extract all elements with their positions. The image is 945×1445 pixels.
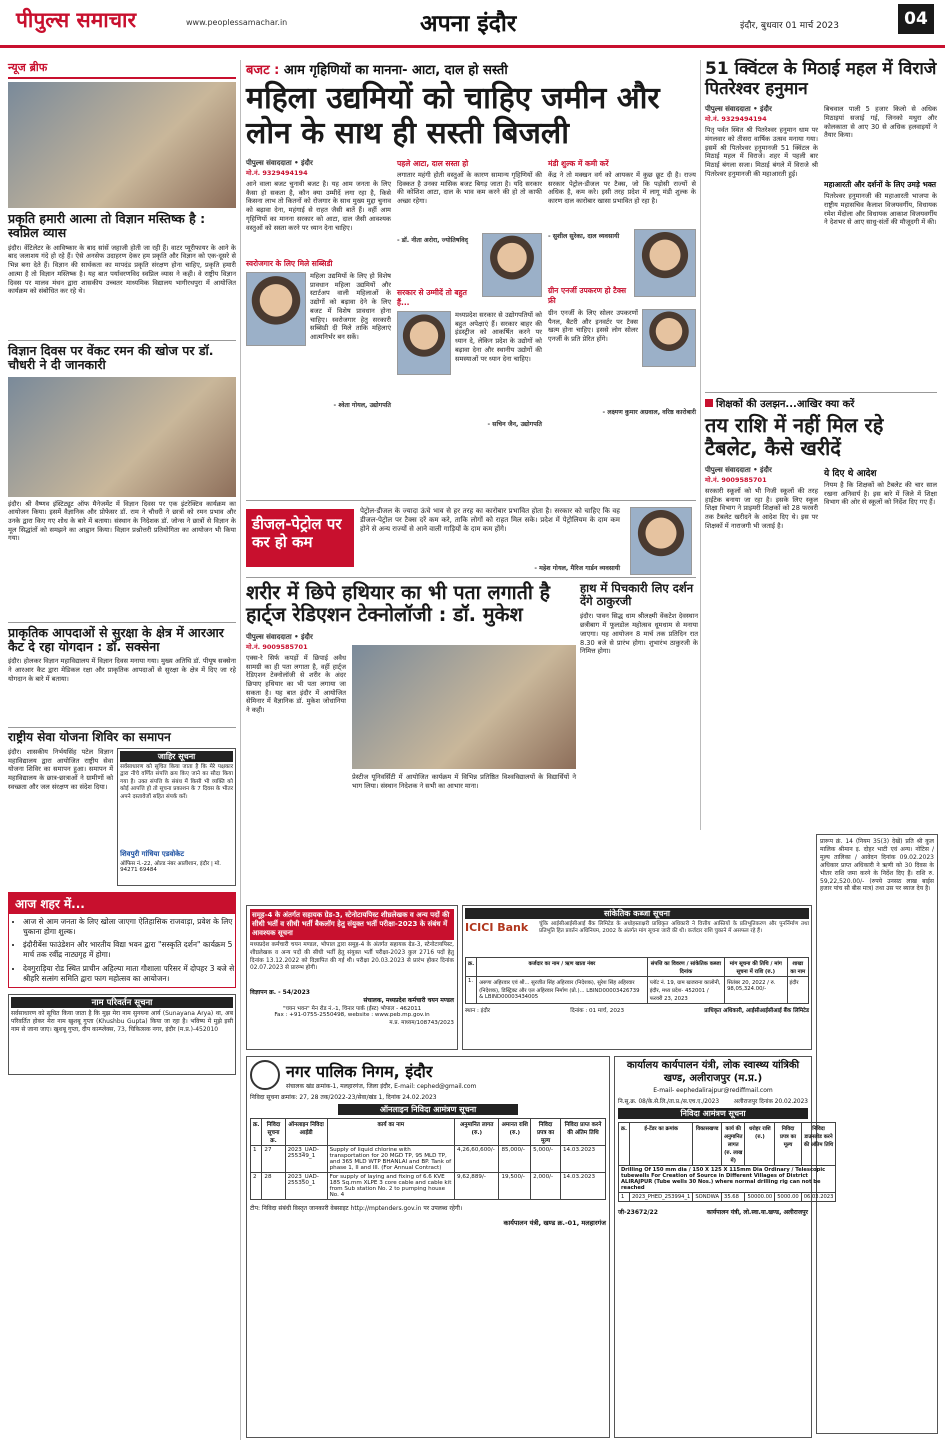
brief-story2-body: इंदौर। श्री वैष्णव इंस्टिट्यूट ऑफ मैनेजमेंट में विज्ञान दिवस पर एक इंटरेक्टिव कार्यक्रम का आयोजन किया। इसमें वैज्ञानिक और प्रोफेसर डॉ. राम ने चौधरी ने छात्रों को रमन प्रभाव और उनके द्वारा किए गए शोध के बारे में बताया। संस्थान के निदेशक डॉ. जोन्स ने छात्रों से विज्ञान के मूल सिद्धांतों को समझने का आह्वान किया। विज्ञान प्रश्नोत्तरी प्रतियोगिता का आयोजन भी किया गया।	[8, 499, 236, 543]
nagar-cell: 27	[262, 1146, 285, 1173]
thakurji-body: इंदौर। पावन सिद्ध धाम श्रीलक्ष्मी वेंकटेश देवस्थान छत्रीबाग में फूलडोल महोत्सव धूमधाम से मनाया जाएगा। यह आयोजन 8 मार्च तक प्रतिदिन रात 8.30 बजे से प्रारंभ होगा। शुभारंभ ठाकुरजी के निमित्त होगा।	[580, 612, 698, 656]
table-row	[619, 1193, 836, 1202]
main-sub3-body: मध्यप्रदेश सरकार से उद्योगपतियों को बहुत अपेक्षाएं हैं। सरकार बाहर की इंडस्ट्रीज को आकर्षित करने पर ध्यान दे, लेकिन प्रदेश के उद्योगों को बढ़ावा देना और स्थानीय उद्योगों की समस्याओं पर ध्यान देना चाहिए।	[455, 311, 542, 363]
mithai-body: पितृ पर्वत स्थित श्री पितरेश्वर हनुमान धाम पर मंगलवार को तीसरा वार्षिक उत्सव मनाया गया। इसमें श्री पितरेश्वर हनुमानजी 51 क्विंटल के मिठाई महल में विराजे। शहर में पहली बार मिठाई बंगला सजा। मिठाई बंगले में विराजे श्री पितरेश्वर हनुमानजी की महाआरती हुई।	[705, 126, 818, 178]
column-divider	[700, 60, 701, 830]
nagar-cell: 85,000/-	[499, 1146, 531, 1173]
mithai-mobile: मो.नं. 9329494194	[705, 115, 767, 124]
nagar-cell: 2023_UAD-255350_1	[285, 1173, 327, 1200]
tablet-kicker	[705, 396, 937, 410]
icici-col: मांग सूचना की तिथि / मांग सूचना में राशि (रु.)	[725, 958, 787, 977]
main-headline: महिला उद्यमियों को चाहिए जमीन और लोन के साथ ही सस्ती बिजली	[246, 81, 660, 151]
nagar-tag: ऑनलाइन निविदा आमंत्रण सूचना	[338, 1104, 518, 1115]
nagar-col: अनुमानित लागत (रु.)	[455, 1119, 499, 1146]
nagar-cell: 14.03.2023	[560, 1173, 605, 1200]
tablet-body: सरकारी स्कूलों को भी निजी स्कूलों की तरह हाईटेक बनाया जा रहा है। इसके लिए स्कूल शिक्षा विभाग ने प्राइमरी शिक्षकों को 28 फरवरी तक टैबलेट खरीदने के आदेश दिए थे। इस पर शिक्षकों में नाराजगी भी जताई है।	[705, 487, 818, 530]
mithai-sub-body: पितरेश्वर हनुमानजी की महाआरती भाजपा के राष्ट्रीय महासचिव कैलाश विजयवर्गीय, विधायक रमेश मेंदोला और विधायक आकाश विजयवर्गीय ने देशभर से आए साधु-संतों की मौजूदगी में की।	[824, 192, 937, 227]
thakurji-story	[580, 582, 698, 900]
paper-url[interactable]: www.peoplessamachar.in	[186, 18, 288, 27]
table-row	[251, 1146, 606, 1173]
main-quote2: - डॉ. नीता अरोरा, ज्योतिषविद्	[397, 237, 468, 244]
nagar-cell: 4,26,60,600/-	[455, 1146, 499, 1173]
tablet-sub: ये दिए थे आदेश	[824, 469, 877, 479]
tablet-story	[705, 392, 937, 832]
phed-date: अलीराजपुर दिनांक 20.02.2023	[733, 1099, 808, 1105]
phed-code: जी-23672/22	[618, 1209, 658, 1216]
emblem-icon	[250, 1060, 280, 1090]
brief-photo-science-day	[8, 377, 236, 497]
nagar-cell: 1	[251, 1146, 262, 1173]
phed-ref: नि.सू.क्र. 08/के.से.लि./ता.प्र./स.एच.ए./2023	[618, 1099, 720, 1105]
phed-col: निविदा प्रपत्र का मूल्य	[775, 1123, 801, 1166]
portrait-sushil-sureka	[634, 229, 696, 297]
nagar-cell: Supply of liquid chlorine with transportation for 20 MGD TP, 95 MLD TP, and 365 MLD WTP BHANLAI and BP. Tank of phase 1, II and III. (For Annual Contract)	[327, 1146, 454, 1173]
brief-story3-body: इंदौर। होलकर विज्ञान महाविद्यालय में विज्ञान दिवस मनाया गया। मुख्य अतिथि डॉ. पीयूष सक्सेना ने आरआर कैट द्वारा मेडिकल रक्षा और प्राकृतिक आपदाओं से सुरक्षा के क्षेत्र में दिए जा रहे योगदान के बारे में बताया।	[8, 657, 236, 683]
nagar-cell: 28	[262, 1173, 285, 1200]
nagar-cell: 9,62,889/-	[455, 1173, 499, 1200]
heart-headline: शरीर में छिपे हथियार का भी पता लगाती है हार्ट्ज रेडिएशन टेक्नोलॉजी : डॉ. मुकेश	[246, 581, 551, 627]
phed-title: कार्यालय कार्यपालन यंत्री, लोक स्वास्थ्य यांत्रिकी खण्ड, अलीराजपुर (म.प्र.)	[626, 1060, 800, 1084]
diesel-title: डीजल-पेट्रोल पर कर हो कम	[246, 509, 354, 567]
recruit-address: "चयन भवन" मेन रोड नं.-1, चिनार पार्क (ईस्ट) भोपाल - 462011	[282, 1006, 422, 1013]
icici-body: चूंकि आईसीआईसीआई बैंक लिमिटेड के अधोहस्ताक्षरी प्राधिकृत अधिकारी ने वित्तीय आस्तियों के प्रतिभूतिकरण और पुनर्निर्माण तथा प्रतिभूति हित प्रवर्तन अधिनियम, 2002 के अंतर्गत मांग सूचना जारी की थी। कर्जदार राशि चुकाने में असफल रहे हैं।	[539, 921, 809, 935]
nagar-title: नगर पालिक निगम, इंदौर	[286, 1062, 433, 1081]
tablet-headline: तय राशि में नहीं मिल रहे टैबलेट, कैसे खरीदें	[705, 413, 884, 460]
tablet-byline: पीपुल्स संवाददाता • इंदौर	[705, 466, 772, 474]
nagar-cell: 2023_UAD-255349_1	[285, 1146, 327, 1173]
recruit-sign: संचालक, मध्यप्रदेश कर्मचारी चयन मण्डल	[363, 997, 454, 1005]
tablet-kicker-square	[705, 399, 713, 407]
portrait-mahesh-goyal	[630, 507, 692, 575]
main-quote3: - सचिन जैन, उद्योगपति	[487, 421, 542, 428]
nagar-col: क्र.	[251, 1119, 262, 1146]
tablet-kicker-text: शिक्षकों की उलझन...आखिर क्या करें	[716, 399, 855, 410]
phed-col: निविदा डाउनलोड करने की अंतिम तिथि	[801, 1123, 836, 1166]
diesel-quote: - महेश गोयल, मैरिज गार्डन व्यवसायी	[534, 565, 620, 572]
phed-col: धरोहर राशि (रु.)	[745, 1123, 775, 1166]
main-sub4: मंडी शुल्क में कमी करें	[548, 159, 609, 168]
main-quote5: - लक्ष्मण कुमार अग्रवाल, वरिष्ठ कारोबारी	[602, 409, 696, 416]
recruit-fax: Fax : +91-0755-2550498, website : www.peb.mp.gov.in	[274, 1012, 430, 1019]
nagar-subtitle: संचालक खंड क्रमांक-1, मलहारगंज, जिला इंदौर, E-mail: cephed@gmail.com	[286, 1083, 477, 1090]
brief-photo-students	[8, 82, 236, 208]
phed-cell: 06.03.2023	[801, 1193, 836, 1202]
phed-cell: 1	[619, 1193, 630, 1202]
icici-logo: ICICI Bank	[465, 921, 529, 934]
portrait-shweta-goyal	[246, 272, 306, 346]
nagar-cell: 19,500/-	[499, 1173, 531, 1200]
mithai-story	[705, 60, 937, 390]
main-sub4-body: केंद्र ने तो मक्खन वर्ग को आयकर में कुछ छूट दी है। राज्य सरकार पेट्रोल-डीजल पर टैक्स, जो कि पड़ोसी राज्यों से अधिक है, कम करे। इसी तरह प्रदेश में लागू मंडी शुल्क के कारण दाल कारोबार खासा प्रभावित हो रहा है।	[548, 171, 696, 206]
dateline: इंदौर, बुधवार 01 मार्च 2023	[740, 21, 839, 31]
icici-title: सांकेतिक कब्जा सूचना	[465, 908, 809, 919]
phed-col: क्र.	[619, 1123, 630, 1166]
jahir-notice-body: सर्वसाधारण को सूचित किया जाता है कि मेरे पक्षकार द्वारा नीचे वर्णित संपत्ति क्रय किए जाने का सौदा किया गया है। उक्त संपत्ति के संबंध में किसी भी व्यक्ति को कोई आपत्ति हो तो सूचना प्रकाशन के 7 दिवस के भीतर अपने दस्तावेजों सहित संपर्क करें।	[120, 764, 233, 800]
icici-cell: 1.	[466, 977, 477, 1004]
page-number: 04	[898, 4, 934, 34]
heart-body2: प्रेस्टीज यूनिवर्सिटी में आयोजित कार्यक्रम में विभिन्न प्रतिष्ठित विश्वविद्यालयों के विद्यार्थियों ने भाग लिया। संस्थान निदेशक ने सभी का आभार माना।	[352, 772, 576, 790]
phed-cell: 5000.00	[775, 1193, 801, 1202]
nagar-col: ऑनलाइन निविदा आईडी	[285, 1119, 327, 1146]
portrait-sachin-jain	[397, 311, 451, 375]
paper-logo: पीपुल्स समाचार	[16, 8, 137, 32]
nagar-col: अमानत राशि (रु.)	[499, 1119, 531, 1146]
main-sub5-body: ग्रीन एनर्जी के लिए सोलर उपकरणों पैनल, बैटरी और इनवर्टर पर टैक्स खत्म होना चाहिए। इससे लोग सोलर एनर्जी के प्रति प्रेरित होंगे।	[548, 309, 638, 344]
diesel-petrol-box	[246, 500, 696, 578]
nagar-sign: कार्यपालन यंत्री, खण्ड क्र.-01, मलहारगंज	[503, 1219, 606, 1227]
table-row	[251, 1173, 606, 1200]
today-item: • इंदौरीबेंस फाउंडेशन और भारतीय विद्या भवन द्वारा "सस्कृति दर्शन" कार्यक्रम 5 मार्च तक रवींद्र नाट्यगृह में होगा।	[23, 940, 235, 960]
brief-story1-body: इंदौर। वेंटिलेटर के आविष्कार के बाद सांसें जहाजी होती जा रही हैं। वाटर प्यूरीफायर के आने के बाद जलाशय गंदे हो रहे हैं। ऐसे अनसेफ उदाहरण देकर हम प्रकृति और विज्ञान को एक-दूसरे से भिन्न बना देते हैं। विज्ञान की सार्थकता का मापदंड प्रकृति संरक्षण होना चाहिए, प्रकृति हमारी आत्मा है तो विज्ञान मस्तिष्क है। यह बात पर्यावरणविद स्वप्निल व्यास ने कही। वे राष्ट्रीय विज्ञान दिवस पर मालव मंथन द्वारा शासकीय उच्चतर माध्यमिक विद्यालय भागीरथपुरा में आयोजित कार्यक्रम को संबोधित कर रहे थे।	[8, 243, 236, 296]
brief-story2-headline: विज्ञान दिवस पर वेंकट रमन की खोज पर डॉ. चौधरी ने दी जानकारी	[8, 340, 236, 373]
heart-body: एक्स-रे सिर्फ कपड़ों में छिपाई अवैध सामग्री का ही पता लगाता है, वहीं हार्ट्ज रेडिएशन टेक्नोलॉजी से शरीर के अंदर छिपाए हथियार का भी पता लगाया जा सकता है। यह बात इंदौर में आयोजित सेमिनार में वैज्ञानिक डॉ. मुकेश जोधानिया ने कही।	[246, 653, 346, 715]
main-sub1: स्वरोजगार के लिए मिले सब्सिडी	[246, 259, 333, 268]
main-mobile: मो.नं. 9329494194	[246, 169, 308, 177]
heart-story	[246, 582, 576, 902]
main-sub2: पहले आटा, दाल सस्ता हो	[397, 159, 469, 168]
section-title: अपना इंदौर	[420, 11, 517, 37]
brief-story3-headline: प्राकृतिक आपदाओं से सुरक्षा के क्षेत्र में आरआर कैट दे रहा योगदान : डॉ. सक्सेना	[8, 622, 236, 655]
mithai-byline: पीपुल्स संवाददाता • इंदौर	[705, 105, 772, 114]
nagar-cell: For supply of laying and fixing of 6.6 KVE 185 Sq.mm XLPE 3 core cable and cable kit from Sub station No. 2 to pumping house No. 4	[327, 1173, 454, 1200]
main-sub1-body: महिला उद्यमियों के लिए हो विशेष प्रावधान महिला उद्यमियों और स्टार्टअप वाली महिलाओं के उद्योगों को बढ़ावा देने के लिए बजट में विशेष प्रावधान होना चाहिए। स्वरोजगार हेतु सरकारी सब्सिडी दी मिले ताकि महिलाएं आत्मनिर्भर बन सकें।	[310, 272, 391, 341]
phed-col: कार्य की अनुमानित लागत (रु. लाख में)	[722, 1123, 745, 1166]
legal-body: प्रारूप क्रं. 14 (नियम 35(3) देखें) प्रति श्री कुल मालिक श्रीमान इ. दोहर भाटी एवं अन्य। नोटिस / मूल्य तालिका / आवेदन दिनांक 09.02.2023 अधिकार प्राप्त अधिकारी ने ऋणी को 30 दिवस के भीतर राशि जमा करने के निर्देश दिए हैं। राशि रु. 59,22,520.00/- (रुपये उनसठ लाख बाईस हजार पांच सौ बीस मात्र) तथा उस पर ब्याज देय है।	[820, 838, 934, 893]
brief-story4-headline: राष्ट्रीय सेवा योजना शिविर का समापन	[8, 727, 236, 745]
nagar-col: निविदा प्रपत्र का मूल्य	[531, 1119, 561, 1146]
main-body: आने वाला बजट चुनावी बजट है। यह आम जनता के लिए कैसा हो सकता है, कौन क्या उम्मीदें लगा रहा है, किसे किसना लाभ तो कितनों को रोजगार के साथ मुख्य मुद्दा चुनाव को बढ़ावा देना, महंगाई से राहत जैसी बातें हैं। वहीं आम गृहिणियों का मानना सरकार को आटा, दाल जैसी आवश्यक वस्तुओं को सस्ता करने पर ध्यान देना चाहिए।	[246, 180, 391, 232]
icici-col: कर्जदार का नाम / ऋण खाता नंबर	[477, 958, 648, 977]
nagar-col: निविदा सूचना क्र.	[262, 1119, 285, 1146]
nagar-cell: 2,000/-	[531, 1173, 561, 1200]
main-kicker	[246, 60, 696, 78]
heart-mobile: मो.नं. 9009585701	[246, 642, 308, 651]
name-change-body: सर्वसाधारण को सूचित किया जाता है कि मुझ मेरा नाम सुनयना आर्य (Sunayana Arya) था, अब परिवर्तित होकर मेरा नाम खुशबू गुप्ता (Khushbu Gupta) किया जा रहा है। भविष्य में मुझे इसी नाम से जाना जाए। खुशबू गुप्ता, दीप काम्प्लेक्स, 73, चिकित्सक नगर, इंदौर (म.प्र.)-452010	[11, 1009, 233, 1033]
phed-col: ई-टेंडर का क्रमांक	[629, 1123, 692, 1166]
nagar-col: कार्य का नाम	[327, 1119, 454, 1146]
mithai-headline: 51 क्विंटल के मिठाई महल में विराजे पितरेश्वर हनुमान	[705, 59, 937, 99]
icici-col: संपत्ति का विवरण / सांकेतिक कब्जा दिनांक	[647, 958, 724, 977]
phed-email: E-mail- eephedalirajpur@rediffmail.com	[653, 1087, 773, 1094]
jahir-address: ऑफिस नं.-22, ओल्ड नंबर आलीशान, इंदौर | मो. 94271 69484	[120, 861, 222, 874]
phed-sign: कार्यपालन यंत्री, लो.स्वा.या.खण्ड, अलीराजपुर	[706, 1209, 808, 1216]
nagar-table	[250, 1118, 606, 1200]
phed-tender	[614, 1056, 834, 1438]
news-brief-column	[8, 60, 236, 1440]
heart-byline: पीपुल्स संवाददाता • इंदौर	[246, 632, 313, 641]
diesel-body: पेट्रोल-डीजल के ज्यादा ऊंचे भाव से हर तरह का कारोबार प्रभावित होता है। सरकार को चाहिए कि वह डीजल-पेट्रोल पर टैक्स दरें कम करे, ताकि लोगों को राहत मिल सके। प्रदेश में पेट्रोलियम के दाम कम होने से अन्य राज्यों से आने वाली गाड़ियों के दाम कम होंगे।	[360, 507, 620, 534]
main-byline: पीपुल्स संवाददाता • इंदौर	[246, 159, 313, 167]
jahir-notice-title: जाहिर सूचना	[120, 751, 233, 762]
icici-table	[465, 957, 809, 1004]
brief-label: न्यूज ब्रीफ	[8, 60, 236, 79]
column-divider	[240, 60, 241, 1440]
nagar-cell: 2	[251, 1173, 262, 1200]
phed-cell: 2023_PHED_253994_1	[629, 1193, 692, 1202]
phed-work: Drilling Of 150 mm dia / 150 X 125 X 115mm Dia Ordinary / Telescopic tubewells For Creation of Source in Different Villages of District ALIRAJPUR (Tube wells 30 Nos.) where normal drilling rig can not be reached	[619, 1166, 836, 1193]
today-item: • देवगुराड़िया रोड स्थित प्राचीन अहिल्या माता गौशाला परिसर में दोपहर 3 बजे से श्रीहरि सत्संग समिति द्वारा फाग महोत्सव का आयोजन।	[23, 964, 235, 984]
recruit-ad-no: विज्ञापन क्र. - 54/2023	[250, 989, 310, 997]
today-item: • आज से आम जनता के लिए खोला जाएगा ऐतिहासिक राजवाड़ा, प्रवेश के लिए चुकाना होगा शुल्क।	[23, 917, 235, 937]
main-kicker-text: आम गृहिणियों का मानना- आटा, दाल हो सस्ती	[283, 63, 508, 78]
main-sub3: सरकार से उम्मीदें तो बहुत हैं...	[397, 288, 467, 307]
icici-col: शाखा का नाम	[787, 958, 808, 977]
nagar-ref: निविदा सूचना क्रमांक: 27, 28 तक/2022-23/सेवा/खंड 1, दिनांक 24.02.2023	[250, 1094, 437, 1101]
main-sub2-body: लगातार महंगी होती वस्तुओं के कारण सामान्य गृहिणियों की दिक्कत है उनका मासिक बजट बिगड़ जाता है। यदि सरकार की कोशिश आटा, दाल के भाव कम करने की हो तो काफी अच्छा रहेगा।	[397, 171, 542, 206]
main-quote1: - श्वेता गोयल, उद्योगपति	[333, 402, 391, 409]
icici-cell: सितंबर 20, 2022 / रु. 98,05,324.00/-	[725, 977, 787, 1004]
phed-cell: 50000.00	[745, 1193, 775, 1202]
icici-place: स्थान : इंदौर	[465, 1008, 491, 1014]
recruit-code: म.प्र. माध्यम/108743/2023	[389, 1020, 454, 1027]
recruitment-notice	[246, 905, 458, 1050]
table-row	[466, 977, 809, 1004]
phed-col: विकासखण्ड	[693, 1123, 722, 1166]
phed-table	[618, 1122, 836, 1202]
masthead	[0, 0, 945, 48]
nagar-cell: 5,000/-	[531, 1146, 561, 1173]
nagar-note: टीप: निविदा संबंधी विस्तृत जानकारी वेबसाइट http://mptenders.gov.in पर उपलब्ध रहेगी।	[250, 1205, 463, 1212]
phed-cell: 35.68	[722, 1193, 745, 1202]
tablet-mobile: मो.नं. 9009585701	[705, 476, 767, 484]
heart-event-photo	[352, 645, 576, 769]
tablet-sub-body: नियम है कि शिक्षकों को टैबलेट की चार साल रखना अनिवार्य है। इस बारे में जिले में शिक्षा विभाग की ओर से स्कूलों को निर्देश दिए गए हैं।	[824, 481, 937, 507]
name-change-title: नाम परिवर्तन सूचना	[11, 997, 233, 1008]
jahir-notice	[117, 748, 236, 886]
main-sub5: ग्रीन एनर्जी उपकरण हो टैक्स फ्री	[548, 286, 627, 305]
icici-date: दिनांक : 01 मार्च, 2023	[570, 1008, 625, 1014]
jahir-advocate: शिवपुरी गांधिया एडवोकेट	[120, 850, 185, 859]
main-kicker-label: बजट :	[246, 63, 280, 78]
main-quote4: - सुशील सुरेका, दाल व्यवसायी	[548, 233, 620, 240]
thakurji-headline: हाथ में पिचकारी लिए दर्शन देंगे ठाकुरजी	[580, 581, 694, 609]
name-change-notice	[8, 994, 236, 1075]
main-story	[246, 60, 696, 515]
today-in-city	[8, 892, 236, 988]
recruit-body: मध्यप्रदेश कर्मचारी चयन मण्डल, भोपाल द्वारा समूह-4 के अंतर्गत सहायक ग्रेड-3, स्टेनोटायपिस्ट, शीघ्रलेखक व अन्य पदों की सीधी भर्ती हेतु संयुक्त भर्ती परीक्षा-2023 कुल 2716 पदों हेतु दिनांक 13.12.2022 को विज्ञापित की गई थी। परीक्षा 20.03.2023 से प्रारंभ होकर दिनांक 02.07.2023 से प्रारम्भ होगी।	[250, 942, 454, 972]
icici-notice	[462, 905, 812, 1050]
mithai-sub: महाआरती और दर्शनों के लिए उमड़े भक्त	[824, 180, 937, 190]
icici-col: क्र.	[466, 958, 477, 977]
icici-cell: प्लॉट नं. 19, ग्राम खजराना कालोनी, इंदौर, मध्य प्रदेश- 452001 / फरवरी 23, 2023	[647, 977, 724, 1004]
portrait-laxman-agrawal	[642, 309, 696, 367]
mithai-body2: बिचवाल पाली 5 हजार किलो से अधिक मिठाइयां सजाई गई, जिनको मथुरा और कोलकाता से आए 30 से अधिक हलवाइयों ने तैयार किया।	[824, 105, 937, 140]
recruit-headline: समूह-4 के अंतर्गत सहायक ग्रेड-3, स्टेनोटायपिस्ट शीघ्रलेखक व अन्य पदों की सीधी भर्ती व सीधी भर्ती बैकलॉग हेतु संयुक्त भर्ती परीक्षा-2023 के संबंध में आवश्यक सूचना	[250, 909, 454, 940]
phed-tag: निविदा आमंत्रण सूचना	[618, 1108, 808, 1119]
icici-cell: अरुणा अहिरवार एवं श्री... सुरजीत सिंह अहिरवार (निदेशक), सुरेश सिंह अहिरवार (निदेशक), डिस्ट्रिक्ट और एल अहिरवार निर्माण (प्रो.)... LBIND00003426739 & LBIND00003434005	[477, 977, 648, 1004]
today-title: आज शहर में...	[9, 893, 235, 914]
portrait-neeta-arora	[482, 233, 542, 297]
icici-cell: इंदौर	[787, 977, 808, 1004]
icici-sign: प्राधिकृत अधिकारी, आईसीआईसीआई बैंक लिमिटेड	[704, 1008, 809, 1014]
brief-story4-body: इंदौर। शासकीय निर्भयसिंह पटेल विज्ञान महाविद्यालय द्वारा आयोजित राष्ट्रीय सेवा योजना शिविर का समापन हुआ। समापन में महाविद्यालय के छात्र-छात्राओं ने ग्रामीणों को स्वच्छता और जल संरक्षण का संदेश दिया।	[8, 748, 114, 791]
nagar-cell: 14.03.2023	[560, 1146, 605, 1173]
phed-cell: SONDWA	[693, 1193, 722, 1202]
nagar-col: निविदा प्राप्त करने की अंतिम तिथि	[560, 1119, 605, 1146]
brief-story1-headline: प्रकृति हमारी आत्मा तो विज्ञान मस्तिष्क है : स्वप्निल व्यास	[8, 211, 206, 241]
nagar-nigam-tender	[246, 1056, 610, 1438]
